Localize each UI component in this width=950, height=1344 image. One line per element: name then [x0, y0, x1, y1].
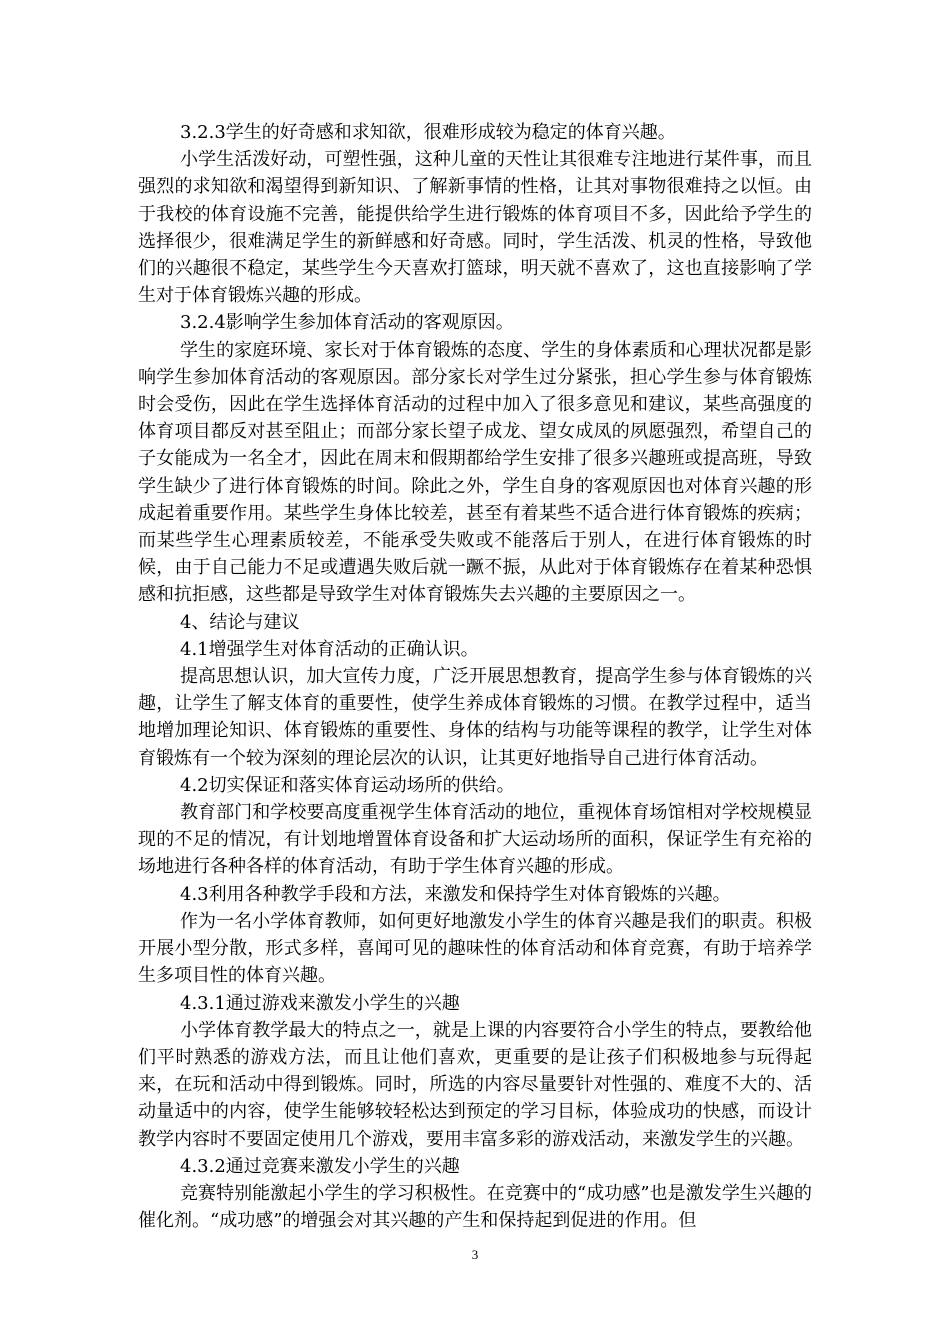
document-body — [138, 119, 812, 1234]
paragraph: 学生的家庭环境、家长对于体育锻炼的态度、学生的身体素质和心理状况都是影响学生参加体育活动的客观原因。部分家长对学生过分紧张，担心学生参与体育锻炼时会受伤，因此在学生选择体育活动的过程中加入了很多意见和建议，某些高强度的体育项目都反对甚至阻止；而部分家长望子成龙、望女成凤的夙愿强烈，希望自己的子女能成为一名全才，因此在周末和假期都给学生安排了很多兴趣班或提高班，导致学生缺少了进行体育锻炼的时间。除此之外，学生自身的客观原因也对体育兴趣的形成起着重要作用。某些学生身体比较差，甚至有着某些不适合进行体育锻炼的疾病；而某些学生心理素质较差，不能承受失败或不能落后于别人，在进行体育锻炼的时候，由于自己能力不足或遭遇失败后就一蹶不振，从此对于体育锻炼存在着某种恐惧感和抗拒感，这些都是导致学生对体育锻炼失去兴趣的主要原因之一。 — [138, 339, 812, 606]
paragraph: 小学体育教学最大的特点之一，就是上课的内容要符合小学生的特点，要教给他们平时熟悉的游戏方法，而且让他们喜欢，更重要的是让孩子们积极地参与玩得起来，在玩和活动中得到锻炼。同时，所选的内容尽量要针对性强的、难度不大的、活动量适中的内容，使学生能够较轻松达到预定的学习目标，体验成功的快感，而设计教学内容时不要固定使用几个游戏，要用丰富多彩的游戏活动，来激发学生的兴趣。 — [138, 1019, 812, 1150]
paragraph: 竞赛特别能激起小学生的学习积极性。在竞赛中的“成功感”也是激发学生兴趣的催化剂。“成功感”的增强会对其兴趣的产生和保持起到促进的作用。但 — [138, 1182, 812, 1232]
paragraph: 教育部门和学校要高度重视学生体育活动的地位，重视体育场馆相对学校规模显现的不足的情况，有计划地增置体育设备和扩大运动场所的面积，保证学生有充裕的场地进行各种各样的体育活动，有助于学生体育兴趣的形成。 — [138, 802, 812, 878]
heading-4-1: 4.1增强学生对体育活动的正确认识。 — [180, 638, 479, 660]
paragraph: 作为一名小学体育教师，如何更好地激发小学生的体育兴趣是我们的职责。积极开展小型分散，形式多样，喜闻可见的趣味性的体育活动和体育竞赛，有助于培养学生多项目性的体育兴趣。 — [138, 910, 812, 987]
heading-4-3: 4.3利用各种教学手段和方法，来激发和保持学生对体育锻炼的兴趣。 — [180, 883, 731, 905]
heading-3-2-4: 3.2.4影响学生参加体育活动的客观原因。 — [180, 312, 514, 334]
heading-4-3-2: 4.3.2通过竞赛来激发小学生的兴趣 — [180, 1155, 460, 1177]
heading-4-2: 4.2切实保证和落实体育运动场所的供给。 — [180, 774, 515, 796]
page-number: 3 — [471, 1247, 479, 1262]
heading-4-3-1: 4.3.1通过游戏来激发小学生的兴趣 — [180, 992, 460, 1014]
paragraph: 小学生活泼好动，可塑性强，这种儿童的天性让其很难专注地进行某件事，而且强烈的求知欲和渴望得到新知识、了解新事情的性格，让其对事物很难持之以恒。由于我校的体育设施不完善，能提供给学生进行锻炼的体育项目不多，因此给予学生的选择很少，很难满足学生的新鲜感和好奇感。同时，学生活泼、机灵的性格，导致他们的兴趣很不稳定，某些学生今天喜欢打篮球，明天就不喜欢了，这也直接影响了学生对于体育锻炼兴趣的形成。 — [138, 149, 812, 307]
heading-3-2-3: 3.2.3学生的好奇感和求知欲，很难形成较为稳定的体育兴趣。 — [180, 122, 676, 143]
paragraph: 提高思想认识，加大宣传力度，广泛开展思想教育，提高学生参与体育锻炼的兴趣，让学生了解支体育的重要性，使学生养成体育锻炼的习惯。在教学过程中，适当地增加理论知识、体育锻炼的重要性、身体的结构与功能等课程的教学，让学生对体育锻炼有一个较为深刻的理论层次的认识，让其更好地指导自己进行体育活动。 — [138, 666, 812, 769]
section-heading-4: 4、结论与建议 — [180, 611, 300, 633]
